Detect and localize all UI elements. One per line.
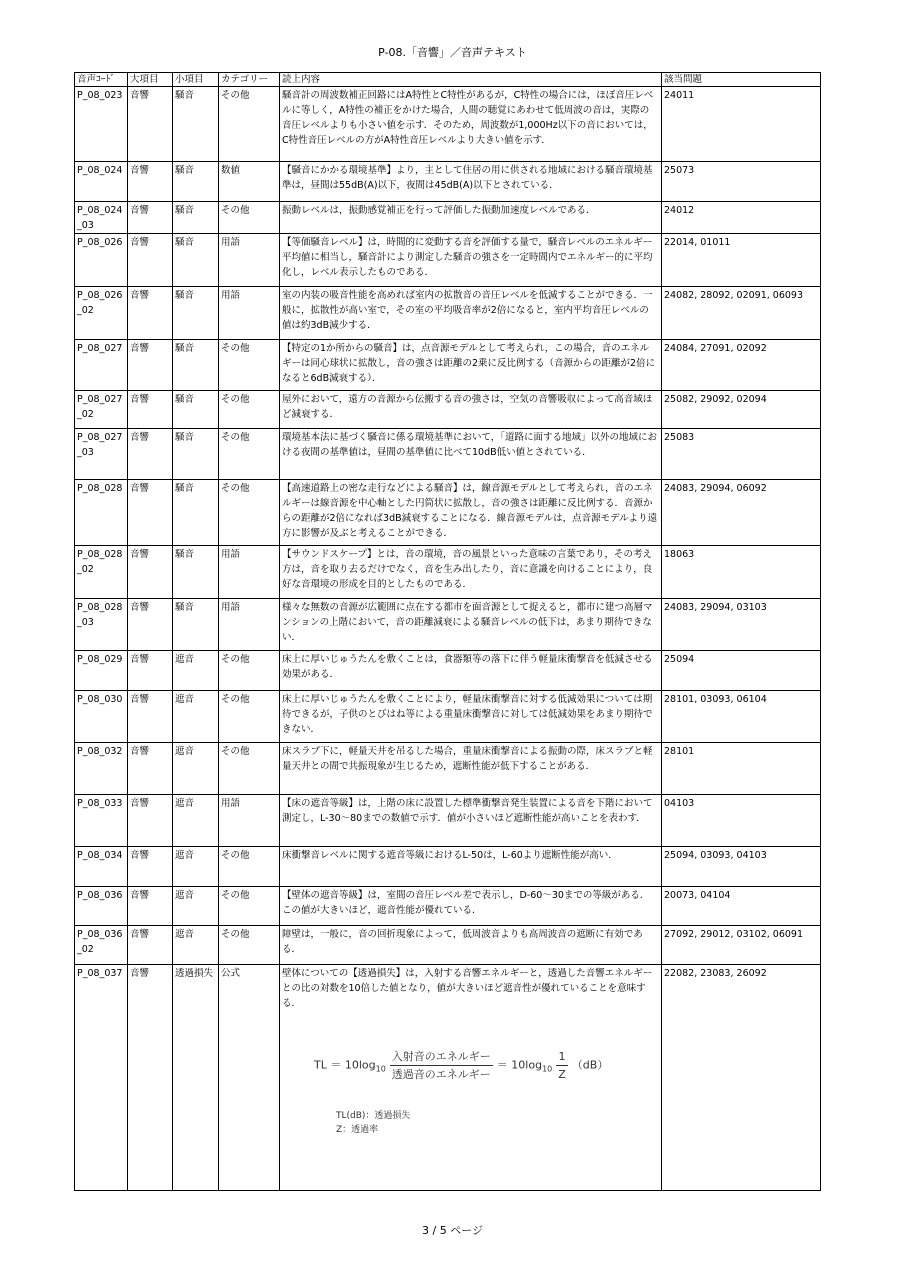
row-minor-value: 遮音	[175, 850, 195, 861]
formula-unit: （dB）	[571, 1058, 609, 1072]
row-problems	[662, 340, 821, 391]
row-code	[75, 926, 128, 965]
row-category-value: 用語	[221, 602, 241, 613]
formula-fraction	[390, 1049, 493, 1082]
row-text	[280, 234, 662, 287]
row-minor-value: 騒音	[175, 237, 195, 248]
row-text-value: 室の内装の吸音性能を高めれば室内の拡散音の音圧レベルを低減することができる．一般に，拡散性が高い室で，その室の平均吸音率が2倍になると，室内平均音圧レベルの値は約3dB減少する．	[282, 290, 653, 331]
row-major-value: 音響	[130, 432, 150, 443]
row-major	[128, 480, 173, 546]
header-major: 大項目	[128, 73, 173, 87]
row-category-value: 公式	[221, 968, 241, 979]
row-text-value: 振動レベルは，振動感覚補正を行って評価した振動加速度レベルである．	[282, 205, 596, 216]
row-minor-value: 騒音	[175, 483, 195, 494]
row-code-value: P_08_028_03	[77, 602, 123, 628]
formula-log-base: 10	[375, 1064, 386, 1074]
row-minor-value: 騒音	[175, 290, 195, 301]
row-major-value: 音響	[130, 394, 150, 405]
row-text	[280, 546, 662, 599]
table-row	[75, 234, 821, 287]
row-minor	[173, 429, 219, 480]
row-category	[219, 795, 280, 847]
row-problems	[662, 202, 821, 234]
row-major-value: 音響	[130, 890, 150, 901]
formula-fraction-2	[556, 1049, 568, 1082]
row-code	[75, 887, 128, 926]
row-problems	[662, 599, 821, 651]
table-row	[75, 546, 821, 599]
row-category-value: その他	[221, 432, 250, 443]
row-minor	[173, 599, 219, 651]
formula-denominator-2: Z	[558, 1068, 566, 1081]
row-code-value: P_08_030	[77, 694, 123, 705]
row-text-value: 床上に厚いじゅうたんを敷くことにより，軽量床衝撃音に対する低減効果については期待できるが，子供のとびはね等による重量床衝撃音に対しては低減効果をあまり期待できない．	[282, 694, 653, 735]
row-problems-value: 25073	[664, 165, 695, 176]
row-minor-value: 騒音	[175, 90, 195, 101]
row-major	[128, 965, 173, 1191]
row-problems	[662, 480, 821, 546]
row-category	[219, 429, 280, 480]
row-minor	[173, 965, 219, 1191]
row-minor	[173, 202, 219, 234]
row-minor	[173, 87, 219, 162]
row-code	[75, 651, 128, 691]
row-problems-value: 24012	[664, 205, 695, 216]
legend-tl: TL(dB)：透過損失	[336, 1111, 411, 1121]
page-number: 3 / 5 ページ	[422, 1224, 483, 1237]
row-category-value: その他	[221, 654, 250, 665]
row-code-value: P_08_024_03	[77, 205, 123, 231]
row-text	[280, 87, 662, 162]
table-row	[75, 480, 821, 546]
row-problems-value: 20073, 04104	[664, 890, 731, 901]
row-category	[219, 691, 280, 743]
row-category-value: その他	[221, 850, 250, 861]
table-row	[75, 965, 821, 1191]
row-major-value: 音響	[130, 850, 150, 861]
row-major-value: 音響	[130, 602, 150, 613]
row-minor-value: 遮音	[175, 654, 195, 665]
row-text-value: 壁体についての【透過損失】は，入射する音響エネルギーと，透過した音響エネルギーとの比の対数を10倍した値となり，値が大きいほど遮音性が優れていることを意味する．	[282, 968, 653, 1009]
row-minor-value: 騒音	[175, 602, 195, 613]
header-text: 読上内容	[280, 73, 662, 87]
header-category: カテゴリー	[219, 73, 280, 87]
row-text	[280, 287, 662, 340]
row-category	[219, 162, 280, 202]
row-category	[219, 546, 280, 599]
row-code	[75, 691, 128, 743]
row-category	[219, 391, 280, 429]
row-code	[75, 234, 128, 287]
table-row	[75, 340, 821, 391]
row-code	[75, 429, 128, 480]
row-text-value: 床衝撃音レベルに関する遮音等級におけるL-50は，L-60より遮断性能が高い．	[282, 850, 618, 861]
formula-numerator: 入射音のエネルギー	[390, 1049, 493, 1066]
row-category-value: その他	[221, 746, 250, 757]
row-text-value: 環境基本法に基づく騒音に係る環境基準において，「道路に面する地域」以外の地域における夜間の基準値は，昼間の基準値に比べて10dB低い値とされている．	[282, 432, 658, 458]
table-row	[75, 651, 821, 691]
row-category	[219, 340, 280, 391]
row-code-value: P_08_033	[77, 798, 123, 809]
row-problems-value: 24083, 29094, 03103	[664, 602, 767, 613]
row-problems-value: 25082, 29092, 02094	[664, 394, 767, 405]
row-text-value: 騒音計の周波数補正回路にはA特性とC特性があるが，C特性の場合には，ほぼ音圧レベルに等しく，A特性の補正をかけた場合，人間の聴覚にあわせて低周波の音は，実際の音圧レベルよりも小さい値を示す．そのため，周波数が1,000Hz以下の音においては，C特性音圧レベルの方がA特性音圧レベルより大きい値を示す．	[282, 90, 654, 146]
row-problems	[662, 691, 821, 743]
row-text	[280, 599, 662, 651]
row-code-value: P_08_023	[77, 90, 123, 101]
table-row	[75, 202, 821, 234]
row-problems-value: 25094, 03093, 04103	[664, 850, 767, 861]
row-minor	[173, 234, 219, 287]
row-code-value: P_08_028_02	[77, 549, 123, 575]
row-code-value: P_08_028	[77, 483, 123, 494]
row-category-value: その他	[221, 394, 250, 405]
row-code-value: P_08_036_02	[77, 929, 123, 955]
row-category	[219, 847, 280, 887]
row-major	[128, 340, 173, 391]
row-major-value: 音響	[130, 205, 150, 216]
row-text	[280, 429, 662, 480]
row-major	[128, 202, 173, 234]
row-code-value: P_08_036	[77, 890, 123, 901]
row-problems	[662, 651, 821, 691]
row-major	[128, 287, 173, 340]
row-problems	[662, 847, 821, 887]
row-minor	[173, 651, 219, 691]
row-category	[219, 926, 280, 965]
row-code	[75, 340, 128, 391]
row-major	[128, 926, 173, 965]
row-major	[128, 546, 173, 599]
row-major	[128, 691, 173, 743]
row-code	[75, 287, 128, 340]
row-minor-value: 遮音	[175, 746, 195, 757]
row-code	[75, 743, 128, 795]
table-row	[75, 795, 821, 847]
table-row	[75, 926, 821, 965]
row-code	[75, 391, 128, 429]
row-category-value: その他	[221, 483, 250, 494]
row-problems-value: 24011	[664, 90, 695, 101]
row-text-value: 障壁は，一般に，音の回折現象によって，低周波音よりも高周波音の遮断に有効である．	[282, 929, 643, 955]
row-category-value: 用語	[221, 290, 241, 301]
row-text-value: 屋外において，遠方の音源から伝搬する音の強さは，空気の音響吸収によって高音域ほど減衰する．	[282, 394, 653, 420]
row-code	[75, 847, 128, 887]
row-category	[219, 234, 280, 287]
row-major	[128, 87, 173, 162]
row-category-value: 数値	[221, 165, 241, 176]
row-minor	[173, 546, 219, 599]
table-row	[75, 743, 821, 795]
row-text-value: 【等価騒音レベル】は，時間的に変動する音を評価する量で，騒音レベルのエネルギー平均値に相当し，騒音計により測定した騒音の強さを一定時間内でエネルギー的に平均化し，レベル表示したものである．	[282, 237, 653, 278]
table-row	[75, 162, 821, 202]
row-text	[280, 847, 662, 887]
row-major-value: 音響	[130, 746, 150, 757]
row-problems	[662, 162, 821, 202]
row-problems	[662, 391, 821, 429]
row-major-value: 音響	[130, 343, 150, 354]
row-code-value: P_08_027_02	[77, 394, 123, 420]
table-row	[75, 391, 821, 429]
table-header-row	[75, 73, 821, 87]
row-text	[280, 691, 662, 743]
row-text-value: 【サウンドスケープ】とは，音の環境，音の風景といった意味の言葉であり，その考え方は，音を取り去るだけでなく，音を生み出したり，音に意識を向けることにより，良好な音環境の形成を目的としたものである．	[282, 549, 653, 590]
formula-numerator-2: 1	[556, 1049, 568, 1066]
row-problems-value: 22082, 23083, 26092	[664, 968, 767, 979]
table-row	[75, 429, 821, 480]
row-minor	[173, 340, 219, 391]
transmission-loss-formula	[282, 1011, 658, 1181]
row-code	[75, 546, 128, 599]
row-minor	[173, 391, 219, 429]
row-text-value: 【壁体の遮音等級】は，室間の音圧レベル差で表示し，D-60～30までの等級がある．この値が大きいほど，遮音性能が優れている．	[282, 890, 650, 916]
header-minor: 小項目	[173, 73, 219, 87]
row-code-value: P_08_037	[77, 968, 123, 979]
row-text-value: 【特定の1か所からの騒音】は，点音源モデルとして考えられ，この場合，音のエネルギーは同心球状に拡散し，音の強さは距離の2乗に反比例する（音源からの距離が2倍になると6dB減衰する）．	[282, 343, 656, 384]
row-text-value: 【床の遮音等級】は，上階の床に設置した標準衝撃音発生装置による音を下階において測定し，L-30～80までの数値で示す．値が小さいほど遮断性能が高いことを表わす．	[282, 798, 653, 824]
row-major	[128, 234, 173, 287]
row-major-value: 音響	[130, 290, 150, 301]
row-text	[280, 162, 662, 202]
row-code	[75, 87, 128, 162]
row-minor-value: 騒音	[175, 205, 195, 216]
row-code	[75, 162, 128, 202]
row-minor-value: 騒音	[175, 165, 195, 176]
formula-expression	[314, 1049, 608, 1082]
formula-lhs: TL ＝ 10log	[314, 1058, 376, 1072]
row-problems-value: 22014, 01011	[664, 237, 731, 248]
row-text	[280, 480, 662, 546]
row-text	[280, 965, 662, 1191]
row-category-value: その他	[221, 929, 250, 940]
row-major-value: 音響	[130, 549, 150, 560]
row-problems	[662, 234, 821, 287]
formula-denominator: 透過音のエネルギー	[391, 1068, 491, 1081]
row-minor	[173, 887, 219, 926]
table-row	[75, 287, 821, 340]
row-minor-value: 透過損失	[175, 968, 214, 979]
row-problems-value: 25083	[664, 432, 695, 443]
row-minor	[173, 743, 219, 795]
row-minor-value: 騒音	[175, 549, 195, 560]
row-code-value: P_08_024	[77, 165, 123, 176]
row-major-value: 音響	[130, 90, 150, 101]
row-major-value: 音響	[130, 654, 150, 665]
row-major-value: 音響	[130, 798, 150, 809]
row-problems-value: 25094	[664, 654, 695, 665]
row-code-value: P_08_032	[77, 746, 123, 757]
row-problems	[662, 743, 821, 795]
row-major-value: 音響	[130, 694, 150, 705]
row-text	[280, 340, 662, 391]
row-category	[219, 887, 280, 926]
row-code	[75, 795, 128, 847]
row-problems	[662, 429, 821, 480]
row-problems-value: 28101	[664, 746, 695, 757]
row-text	[280, 651, 662, 691]
row-text	[280, 743, 662, 795]
row-minor-value: 騒音	[175, 394, 195, 405]
row-major-value: 音響	[130, 929, 150, 940]
row-major	[128, 743, 173, 795]
row-text-value: 床上に厚いじゅうたんを敷くことは，食器類等の落下に伴う軽量床衝撃音を低減させる効果がある．	[282, 654, 653, 680]
legend-z: Z：透過率	[336, 1125, 379, 1135]
row-category	[219, 651, 280, 691]
page-title: P-08.「音響」／音声テキスト	[378, 46, 527, 59]
row-problems	[662, 87, 821, 162]
row-text	[280, 926, 662, 965]
row-code-value: P_08_029	[77, 654, 123, 665]
row-code	[75, 480, 128, 546]
table-row	[75, 847, 821, 887]
row-minor	[173, 795, 219, 847]
row-category	[219, 743, 280, 795]
row-text-value: 【騒音にかかる環境基準】より，主として住居の用に供される地域における騒音環境基準は，昼間は55dB(A)以下，夜間は45dB(A)以下とされている．	[282, 165, 653, 191]
row-major-value: 音響	[130, 968, 150, 979]
row-category	[219, 480, 280, 546]
row-text-value: 【高速道路上の密な走行などによる騒音】は，線音源モデルとして考えられ，音のエネルギーは線音源を中心軸とした円筒状に拡散し，音の強さは距離に反比例する．音源からの距離が2倍になれば3dB減衰することになる．線音源モデルは，点音源モデルより遠方に影響が及ぶと考えることができる．	[282, 483, 658, 539]
row-major	[128, 162, 173, 202]
row-major	[128, 429, 173, 480]
formula-log-base-2: 10	[542, 1064, 553, 1074]
row-major	[128, 795, 173, 847]
row-text	[280, 391, 662, 429]
row-minor	[173, 691, 219, 743]
formula-middle: ＝ 10log	[496, 1058, 543, 1072]
row-problems-value: 04103	[664, 798, 695, 809]
row-problems-value: 24083, 29094, 06092	[664, 483, 767, 494]
row-category-value: その他	[221, 90, 250, 101]
row-minor-value: 遮音	[175, 798, 195, 809]
row-minor	[173, 162, 219, 202]
row-code	[75, 965, 128, 1191]
table-row	[75, 691, 821, 743]
row-major	[128, 599, 173, 651]
row-minor	[173, 480, 219, 546]
row-minor	[173, 926, 219, 965]
row-minor	[173, 847, 219, 887]
header-problems: 該当問題	[662, 73, 821, 87]
row-minor-value: 遮音	[175, 929, 195, 940]
row-text	[280, 795, 662, 847]
row-category	[219, 965, 280, 1191]
row-code	[75, 202, 128, 234]
row-code-value: P_08_027	[77, 343, 123, 354]
row-problems-value: 24082, 28092, 02091, 06093	[664, 290, 804, 301]
row-category-value: その他	[221, 205, 250, 216]
row-category-value: その他	[221, 890, 250, 901]
row-problems	[662, 546, 821, 599]
row-text-value: 様々な無数の音源が広範囲に点在する都市を面音源として捉えると，都市に建つ高層マンションの上階において，音の距離減衰による騒音レベルの低下は，あまり期待できない．	[282, 602, 653, 643]
row-minor-value: 遮音	[175, 694, 195, 705]
row-major	[128, 651, 173, 691]
row-minor-value: 騒音	[175, 343, 195, 354]
table-row	[75, 87, 821, 162]
row-category-value: 用語	[221, 798, 241, 809]
row-problems	[662, 795, 821, 847]
row-minor-value: 遮音	[175, 890, 195, 901]
row-major	[128, 847, 173, 887]
row-code-value: P_08_026_02	[77, 290, 123, 316]
row-problems-value: 18063	[664, 549, 695, 560]
row-problems-value: 28101, 03093, 06104	[664, 694, 767, 705]
voice-text-table	[74, 72, 821, 1191]
row-code	[75, 599, 128, 651]
row-category-value: その他	[221, 343, 250, 354]
row-code-value: P_08_034	[77, 850, 123, 861]
row-category-value: その他	[221, 694, 250, 705]
row-problems-value: 24084, 27091, 02092	[664, 343, 767, 354]
row-category-value: 用語	[221, 237, 241, 248]
row-major	[128, 391, 173, 429]
row-major	[128, 887, 173, 926]
row-category	[219, 87, 280, 162]
row-code-value: P_08_027_03	[77, 432, 123, 458]
row-category	[219, 202, 280, 234]
formula-legend	[336, 1109, 410, 1137]
row-problems	[662, 926, 821, 965]
row-problems	[662, 887, 821, 926]
row-code-value: P_08_026	[77, 237, 123, 248]
row-category-value: 用語	[221, 549, 241, 560]
row-problems	[662, 287, 821, 340]
table-row	[75, 599, 821, 651]
row-minor-value: 騒音	[175, 432, 195, 443]
row-text-value: 床スラブ下に，軽量天井を吊るした場合，重量床衝撃音による振動の際，床スラブと軽量天井との間で共振現象が生じるため，遮断性能が低下することがある．	[282, 746, 653, 772]
row-category	[219, 287, 280, 340]
row-major-value: 音響	[130, 237, 150, 248]
row-major-value: 音響	[130, 165, 150, 176]
table-row	[75, 887, 821, 926]
row-problems-value: 27092, 29012, 03102, 06091	[664, 929, 804, 940]
header-code: 音声ｺｰﾄﾞ	[75, 73, 128, 87]
row-text	[280, 202, 662, 234]
row-problems	[662, 965, 821, 1191]
row-text	[280, 887, 662, 926]
row-category	[219, 599, 280, 651]
row-major-value: 音響	[130, 483, 150, 494]
row-minor	[173, 287, 219, 340]
